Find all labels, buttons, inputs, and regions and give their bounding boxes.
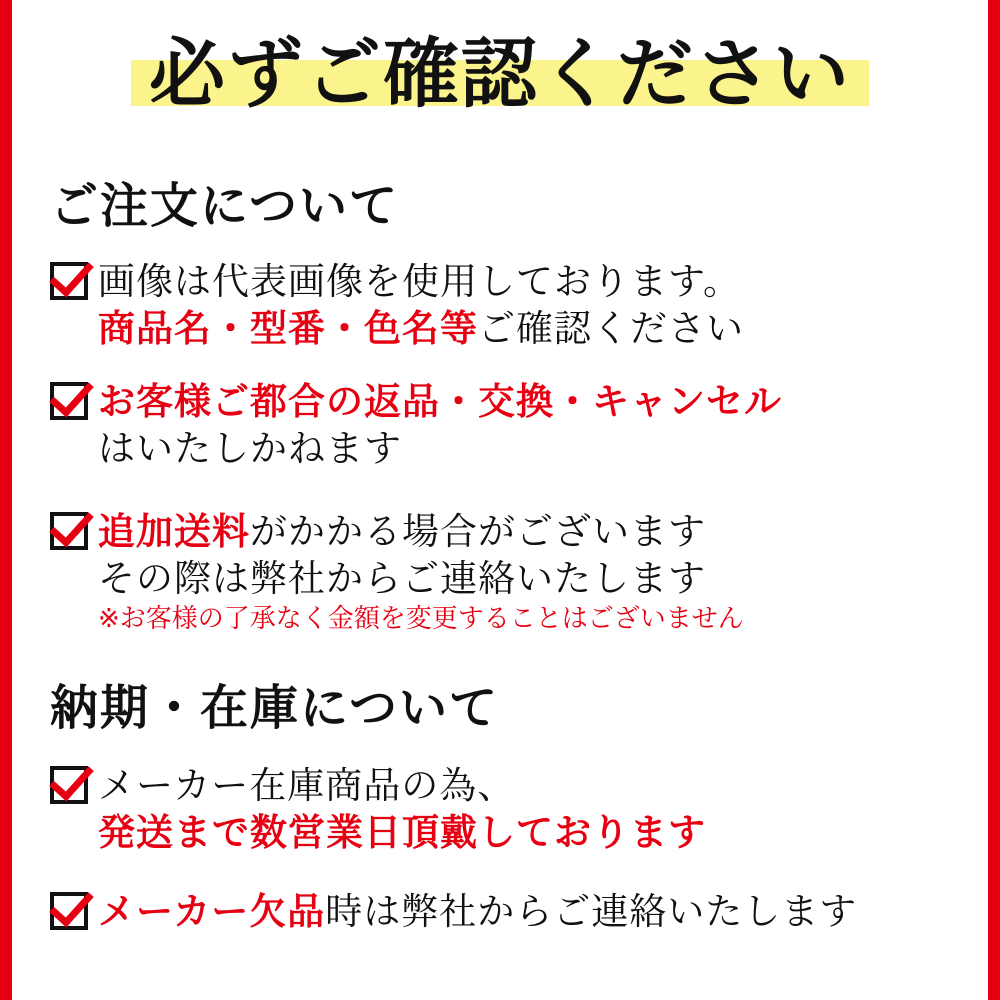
list-item-line xyxy=(98,305,968,352)
page-title-text: 必ずご確認ください xyxy=(149,29,851,118)
list-item xyxy=(50,762,968,857)
list-item-line xyxy=(98,888,968,935)
list-item-emphasis: お客様ご都合の返品・交換・キャンセル xyxy=(98,380,782,423)
list-item-suffix: ご確認ください xyxy=(478,307,744,351)
list-item-line: はいたしかねます xyxy=(98,427,402,471)
list-item-lines xyxy=(98,762,968,857)
checkbox-checked-icon xyxy=(50,382,88,420)
list-item-lines xyxy=(98,508,968,637)
list-item-emphasis: メーカー欠品 xyxy=(98,890,326,933)
list-item-line: メーカー在庫商品の為、 xyxy=(98,764,516,807)
list-item-line: その際は弊社からご連絡いたします xyxy=(98,557,706,601)
list-item-emphasis: 商品名・型番・色名等 xyxy=(98,307,478,351)
list-item-suffix: がかかる場合がございます xyxy=(250,510,706,553)
list-item-lines xyxy=(98,378,968,473)
list-item-line: 画像は代表画像を使用しております。 xyxy=(98,260,742,303)
list-item-lines xyxy=(98,258,968,353)
list-item xyxy=(50,378,968,473)
right-red-bar xyxy=(988,0,1000,1000)
page-title-wrap xyxy=(12,30,988,122)
list-item xyxy=(50,888,968,935)
list-item-suffix: 時は弊社からご連絡いたします xyxy=(325,890,858,933)
checkbox-checked-icon xyxy=(50,892,88,930)
checkbox-checked-icon xyxy=(50,262,88,300)
list-item-note: ※お客様の了承なく金額を変更することはございません xyxy=(98,603,744,634)
page-content xyxy=(12,0,988,1000)
list-item-line xyxy=(98,508,968,555)
list-item-lines xyxy=(98,888,968,935)
section-heading-delivery: 納期・在庫について xyxy=(50,680,500,736)
list-item-emphasis: 追加送料 xyxy=(98,510,250,553)
list-item xyxy=(50,508,968,637)
list-item xyxy=(50,258,968,353)
checkbox-checked-icon xyxy=(50,766,88,804)
page-title xyxy=(131,30,869,122)
checkbox-checked-icon xyxy=(50,512,88,550)
section-heading-orders: ご注文について xyxy=(50,178,400,234)
left-red-bar xyxy=(0,0,12,1000)
list-item-emphasis: 発送まで数営業日頂戴しております xyxy=(98,811,706,855)
